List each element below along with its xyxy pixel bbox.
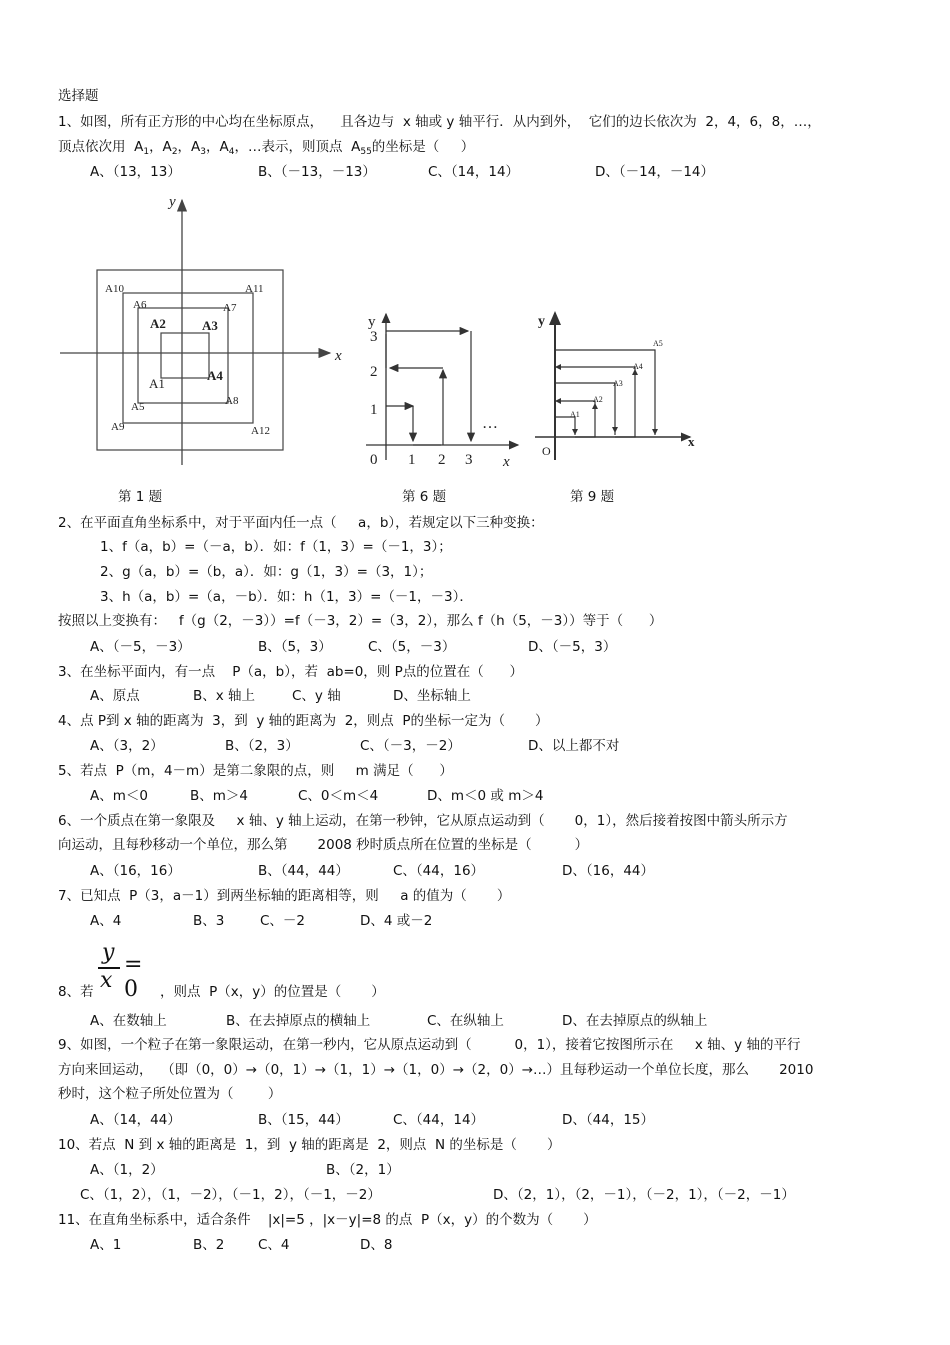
q8-option-b[interactable]: B、在去掉原点的横轴上	[226, 1013, 371, 1029]
q7-option-d[interactable]: D、4 或－2	[360, 913, 433, 929]
q5-option-a[interactable]: A、m＜0	[90, 788, 148, 804]
q6-option-a[interactable]: A、（16，16）	[90, 863, 181, 879]
fig1-y-label: y	[169, 194, 176, 210]
q7-option-c[interactable]: C、－2	[260, 913, 306, 929]
q3-option-b[interactable]: B、x 轴上	[193, 688, 256, 704]
q1-line1: 1、如图，所有正方形的中心均在坐标原点， 且各边与 x 轴或 y 轴平行．从内到外， 它们的边长依次为 2，4，6，8，…，	[58, 114, 821, 130]
fig1-x-label: x	[335, 348, 342, 364]
fig6-ytick: 2	[370, 364, 378, 380]
q8-line1: ，则点 P（x，y）的位置是（ ）	[160, 984, 385, 1000]
q9-line1: 9、如图，一个粒子在第一象限运动，在第一秒内，它从原点运动到（ 0，1），接着它按图所示在 x 轴、y 轴的平行	[58, 1037, 801, 1053]
fig1-label: A1	[149, 376, 165, 391]
q3-line1: 3、在坐标平面内，有一点 P（a，b），若 ab=0，则 P点的位置在（ ）	[58, 664, 523, 680]
fig9-path-segment	[555, 417, 575, 435]
fig1-label: A4	[207, 368, 223, 383]
q11-option-d[interactable]: D、8	[360, 1237, 393, 1253]
q5-option-d[interactable]: D、m＜0 或 m＞4	[427, 788, 544, 804]
q3-option-c[interactable]: C、y 轴	[292, 688, 341, 704]
figure-6-path	[358, 298, 528, 473]
q11-option-b[interactable]: B、2	[193, 1237, 225, 1253]
fig1-label: A2	[150, 316, 166, 331]
fig1-label: A9	[111, 421, 125, 433]
q5-option-c[interactable]: C、0＜m＜4	[298, 788, 379, 804]
q3-option-d[interactable]: D、坐标轴上	[393, 688, 471, 704]
q3-option-a[interactable]: A、原点	[90, 688, 140, 704]
fig6-y-label: y	[368, 314, 376, 330]
fig6-x-label: x	[503, 454, 510, 470]
q2-rule1: 1、f（a，b）=（－a，b）．如：f（1，3）=（－1，3）；	[100, 539, 452, 555]
fig9-label: A2	[593, 395, 603, 404]
q10-option-d[interactable]: D、（2，1），（2，－1），（－2，1），（－2，－1）	[493, 1187, 795, 1203]
q8-fraction-equals: = 0	[124, 952, 143, 1002]
fig6-ytick: 3	[370, 329, 378, 345]
q2-option-a[interactable]: A、（－5，－3）	[90, 639, 191, 655]
q7-option-b[interactable]: B、3	[193, 913, 225, 929]
fig1-label: A8	[225, 395, 239, 407]
q10-option-a[interactable]: A、（1，2）	[90, 1162, 164, 1178]
q2-rule3: 3、h（a，b）=（a，－b）．如：h（1，3）=（－1，－3）．	[100, 589, 473, 605]
fig1-caption: 第 1 题	[118, 489, 163, 505]
fig9-label: A1	[570, 410, 580, 419]
fig9-y-label: y	[538, 314, 545, 329]
fig6-xtick: 1	[408, 452, 416, 468]
q6-option-d[interactable]: D、（16，44）	[562, 863, 655, 879]
q4-line1: 4、点 P到 x 轴的距离为 3，到 y 轴的距离为 2，则点 P的坐标一定为（ ）	[58, 713, 549, 729]
q8-option-d[interactable]: D、在去掉原点的纵轴上	[562, 1013, 708, 1029]
q9-option-c[interactable]: C、（44，14）	[393, 1112, 485, 1128]
q6-line1: 6、一个质点在第一象限及 x 轴、y 轴上运动，在第一秒钟，它从原点运动到（ 0，1），然后接着按图中箭头所示方	[58, 813, 788, 829]
fig9-label: A3	[613, 379, 623, 388]
q10-option-b[interactable]: B、（2，1）	[326, 1162, 400, 1178]
q1-line2: 顶点依次用 $A_1$，$A_2$，$A_3$，$A_4$，…表示，则顶点 $A_{55}$的坐标是（ ）	[58, 139, 475, 157]
section-title: 选择题	[58, 88, 99, 104]
q2-option-b[interactable]: B、（5，3）	[258, 639, 332, 655]
q1-option-b[interactable]: B、（－13，－13）	[258, 164, 376, 180]
q2-line2: 按照以上变换有： f（g（2，－3））=f（－3，2）=（3，2），那么 f（h（5，－3））等于（ ）	[58, 613, 663, 629]
q1-option-c[interactable]: C、（14，14）	[428, 164, 520, 180]
q8-fraction-denominator: x	[100, 968, 113, 993]
fig1-label: A11	[245, 283, 264, 295]
q9-line3: 秒时，这个粒子所处位置为（ ）	[58, 1086, 282, 1102]
q4-option-c[interactable]: C、（－3，－2）	[360, 738, 461, 754]
q10-line1: 10、若点 N 到 x 轴的距离是 1，到 y 轴的距离是 2，则点 N 的坐标是（ ）	[58, 1137, 561, 1153]
fig9-origin: O	[542, 444, 551, 458]
q1-option-d[interactable]: D、（－14，－14）	[595, 164, 715, 180]
q6-option-b[interactable]: B、（44，44）	[258, 863, 349, 879]
q2-line1: 2、在平面直角坐标系中，对于平面内任一点（ a，b），若规定以下三种变换：	[58, 515, 544, 531]
q9-option-d[interactable]: D、（44，15）	[562, 1112, 655, 1128]
q8-option-a[interactable]: A、在数轴上	[90, 1013, 167, 1029]
fig1-label: A10	[105, 283, 124, 295]
fig1-label: A3	[202, 318, 218, 333]
q8-line1-prefix: 8、若	[58, 984, 94, 1000]
fig1-square-inner	[161, 333, 209, 378]
q8-fraction-numerator: y	[102, 940, 115, 965]
q1-option-a[interactable]: A、（13，13）	[90, 164, 181, 180]
q9-option-b[interactable]: B、（15，44）	[258, 1112, 349, 1128]
q7-option-a[interactable]: A、4	[90, 913, 122, 929]
q5-option-b[interactable]: B、m＞4	[190, 788, 249, 804]
fig6-xtick: 2	[438, 452, 446, 468]
q4-option-d[interactable]: D、以上都不对	[528, 738, 620, 754]
q4-option-a[interactable]: A、（3，2）	[90, 738, 164, 754]
q8-fraction	[96, 940, 158, 1002]
q2-option-c[interactable]: C、（5，－3）	[368, 639, 456, 655]
fig9-x-label: x	[688, 434, 695, 449]
fig1-label: A12	[251, 425, 270, 437]
q8-option-c[interactable]: C、在纵轴上	[427, 1013, 504, 1029]
q2-option-d[interactable]: D、（－5，3）	[528, 639, 617, 655]
q2-rule2: 2、g（a，b）=（b，a）．如：g（1，3）=（3，1）；	[100, 564, 433, 580]
fig6-ellipsis: …	[482, 415, 498, 432]
q6-option-c[interactable]: C、（44，16）	[393, 863, 485, 879]
fig9-label: A5	[653, 339, 663, 348]
q11-option-a[interactable]: A、1	[90, 1237, 122, 1253]
q10-option-c[interactable]: C、（1，2），（1，－2），（－1，2），（－1，－2）	[80, 1187, 381, 1203]
figure-9-path	[530, 305, 705, 465]
q6-line2: 向运动，且每秒移动一个单位，那么第 2008 秒时质点所在位置的坐标是（ ）	[58, 837, 589, 853]
q11-option-c[interactable]: C、4	[258, 1237, 290, 1253]
fig6-ytick: 1	[370, 402, 378, 418]
fig1-label: A6	[133, 299, 147, 311]
q4-option-b[interactable]: B、（2，3）	[225, 738, 299, 754]
q5-line1: 5、若点 P（m，4－m）是第二象限的点，则 m 满足（ ）	[58, 763, 453, 779]
fig9-caption: 第 9 题	[570, 489, 615, 505]
q11-line1: 11、在直角坐标系中，适合条件 |x|=5 ，|x－y|=8 的点 P（x，y）的个数为（ ）	[58, 1212, 597, 1228]
fig1-label: A7	[223, 302, 237, 314]
fig1-label: A5	[131, 401, 145, 413]
q9-line2: 方向来回运动， （即（0，0）→（0，1）→（1，1）→（1，0）→（2，0）→…）且每秒运动一个单位长度，那么 2010	[58, 1062, 814, 1078]
q7-line1: 7、已知点 P（3，a－1）到两坐标轴的距离相等，则 a 的值为（ ）	[58, 888, 511, 904]
fig6-origin: 0	[370, 452, 378, 468]
fig6-caption: 第 6 题	[402, 489, 447, 505]
fig9-path-segment	[555, 383, 615, 435]
q9-option-a[interactable]: A、（14，44）	[90, 1112, 181, 1128]
fig9-label: A4	[633, 362, 643, 371]
fig6-xtick: 3	[465, 452, 473, 468]
figure-1-nested-squares	[55, 190, 350, 470]
